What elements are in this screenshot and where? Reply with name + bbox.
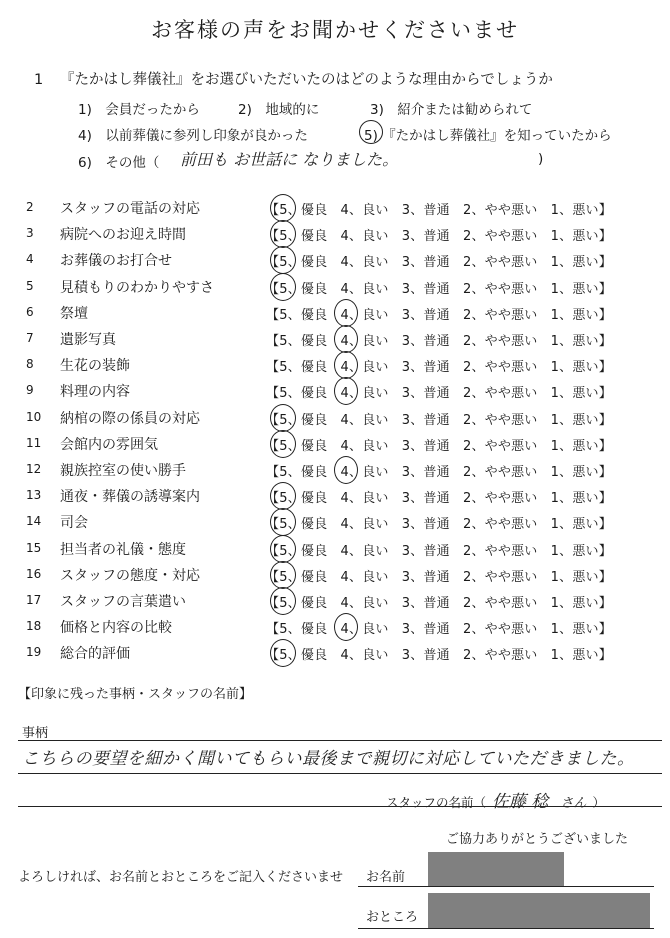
- question-label: 通夜・葬儀の誘導案内: [60, 489, 200, 506]
- jiko-underline: [18, 740, 662, 741]
- rating-scale[interactable]: 【5、優良 4、良い 3、普通 2、やや悪い 1、悪い】: [266, 281, 612, 297]
- question-label: 納棺の際の係員の対応: [60, 410, 200, 427]
- address-redaction: [428, 893, 650, 928]
- question-number: 18: [26, 619, 42, 634]
- question-number: 7: [26, 331, 34, 345]
- rating-scale[interactable]: 【5、優良 4、良い 3、普通 2、やや悪い 1、悪い】: [266, 569, 612, 585]
- staff-name-handwritten: 佐藤 稔: [492, 792, 549, 812]
- q1-text: 『たかはし葬儀社』をお選びいただいたのはどのような理由からでしょうか: [60, 72, 553, 88]
- question-number: 10: [26, 409, 42, 424]
- comment-underline: [18, 773, 662, 774]
- rating-row: [0, 458, 670, 482]
- question-number: 6: [26, 304, 34, 319]
- rating-scale[interactable]: 【5、優良 4、良い 3、普通 2、やや悪い 1、悪い】: [266, 596, 612, 611]
- question-label: お葬儀のお打合せ: [60, 253, 172, 270]
- rating-scale[interactable]: 【5、優良 4、良い 3、普通 2、やや悪い 1、悪い】: [266, 229, 612, 245]
- question-number: 5: [26, 278, 34, 293]
- q1-heading: [34, 68, 553, 89]
- name-redaction: [428, 852, 564, 886]
- rating-scale[interactable]: 【5、優良 4、良い 3、普通 2、やや悪い 1、悪い】: [266, 491, 612, 507]
- impression-section-label: 【印象に残った事柄・スタッフの名前】: [18, 687, 253, 702]
- rating-row: [0, 222, 670, 246]
- page-title: お客様の声をお聞かせくださいませ: [151, 18, 519, 42]
- question-number: 2: [26, 200, 34, 214]
- q1-option-6[interactable]: 6) その他（: [78, 155, 160, 171]
- rating-row: [0, 484, 670, 508]
- rating-scale[interactable]: 【5、優良 4、良い 3、普通 2、やや悪い 1、悪い】: [266, 648, 612, 664]
- rating-scale[interactable]: 【5、優良 4、良い 3、普通 2、やや悪い 1、悪い】: [266, 307, 612, 323]
- question-label: 会館内の雰囲気: [60, 436, 158, 453]
- question-label: 生花の装飾: [60, 358, 130, 375]
- rating-row: [0, 248, 670, 272]
- staff-name-suffix: さん: [560, 796, 587, 811]
- question-number: 13: [26, 488, 42, 503]
- question-number: 4: [26, 252, 34, 267]
- rating-scale[interactable]: 【5、優良 4、良い 3、普通 2、やや悪い 1、悪い】: [266, 465, 612, 480]
- question-label: 遺影写真: [60, 332, 116, 348]
- question-number: 3: [26, 226, 34, 241]
- rating-row: [0, 196, 670, 220]
- question-label: 総合的評価: [60, 646, 130, 663]
- question-number: 8: [26, 357, 34, 372]
- rating-row: [0, 327, 670, 351]
- rating-row: [0, 432, 670, 456]
- q1-option-5[interactable]: 5) 『たかはし葬儀社』を知っていたから: [364, 128, 612, 144]
- thanks-text: ご協力ありがとうございました: [446, 832, 629, 847]
- q1-other-handwritten: 前田も お世話に なりました。: [180, 150, 399, 169]
- rating-row: [0, 537, 670, 561]
- staff-name-prefix: スタッフの名前（: [386, 795, 487, 810]
- question-number: 15: [26, 540, 42, 555]
- q1-option-1[interactable]: 1) 会員だったから: [78, 102, 200, 118]
- question-label: 担当者の礼儀・態度: [60, 541, 186, 558]
- question-label: 司会: [60, 515, 88, 532]
- rating-scale[interactable]: 【5、優良 4、良い 3、普通 2、やや悪い 1、悪い】: [266, 255, 612, 271]
- question-label: スタッフの電話の対応: [60, 201, 200, 217]
- rating-scale[interactable]: 【5、優良 4、良い 3、普通 2、やや悪い 1、悪い】: [266, 543, 612, 559]
- rating-row: [0, 275, 670, 299]
- question-number: 12: [26, 462, 42, 476]
- rating-row: [0, 641, 670, 665]
- rating-scale[interactable]: 【5、優良 4、良い 3、普通 2、やや悪い 1、悪い】: [266, 203, 612, 218]
- rating-scale[interactable]: 【5、優良 4、良い 3、普通 2、やや悪い 1、悪い】: [266, 386, 612, 402]
- rating-scale[interactable]: 【5、優良 4、良い 3、普通 2、やや悪い 1、悪い】: [266, 334, 612, 349]
- question-label: スタッフの言葉遣い: [60, 594, 186, 610]
- rating-row: [0, 379, 670, 403]
- q1-number: 1: [34, 72, 44, 88]
- q1-option-2[interactable]: 2) 地域的に: [238, 102, 320, 118]
- question-label: 料理の内容: [60, 384, 130, 401]
- rating-scale[interactable]: 【5、優良 4、良い 3、普通 2、やや悪い 1、悪い】: [266, 412, 612, 428]
- comment-handwritten[interactable]: こちらの要望を細かく聞いてもらい最後まで親切に対応していただきました。: [22, 749, 635, 769]
- question-number: 11: [26, 435, 42, 450]
- rating-scale[interactable]: 【5、優良 4、良い 3、普通 2、やや悪い 1、悪い】: [266, 360, 612, 376]
- question-label: スタッフの態度・対応: [60, 567, 200, 584]
- question-label: 祭壇: [60, 305, 88, 322]
- rating-scale[interactable]: 【5、優良 4、良い 3、普通 2、やや悪い 1、悪い】: [266, 438, 612, 454]
- rating-row: [0, 563, 670, 587]
- question-label: 親族控室の使い勝手: [60, 463, 186, 479]
- rating-row: [0, 510, 670, 534]
- rating-row: [0, 353, 670, 377]
- question-number: 14: [26, 514, 42, 529]
- question-number: 17: [26, 593, 42, 607]
- rating-row: [0, 615, 670, 639]
- address-underline: [358, 928, 654, 929]
- staff-name-field[interactable]: [386, 787, 605, 812]
- question-label: 見積もりのわかりやすさ: [60, 279, 214, 296]
- address-label: おところ: [366, 910, 419, 925]
- name-label: お名前: [366, 870, 406, 885]
- rating-scale[interactable]: 【5、優良 4、良い 3、普通 2、やや悪い 1、悪い】: [266, 517, 612, 533]
- question-label: 価格と内容の比較: [60, 620, 172, 637]
- rating-row: [0, 406, 670, 430]
- q1-option-4[interactable]: 4) 以前葬儀に参列し印象が良かった: [78, 128, 308, 144]
- name-underline: [358, 886, 654, 887]
- question-number: 16: [26, 566, 42, 581]
- rating-scale[interactable]: 【5、優良 4、良い 3、普通 2、やや悪い 1、悪い】: [266, 622, 612, 638]
- question-label: 病院へのお迎え時間: [60, 227, 186, 244]
- q1-option-6-close: ): [538, 151, 544, 167]
- staff-name-close: ）: [592, 795, 605, 810]
- q1-option-3[interactable]: 3) 紹介または勧められて: [370, 102, 533, 118]
- please-text: よろしければ、お名前とおところをご記入くださいませ: [18, 870, 344, 885]
- rating-row: [0, 589, 670, 613]
- question-number: 9: [26, 383, 34, 398]
- question-number: 19: [26, 645, 42, 660]
- staff-underline: [18, 806, 662, 807]
- rating-row: [0, 301, 670, 325]
- jiko-label: 事柄: [22, 726, 49, 741]
